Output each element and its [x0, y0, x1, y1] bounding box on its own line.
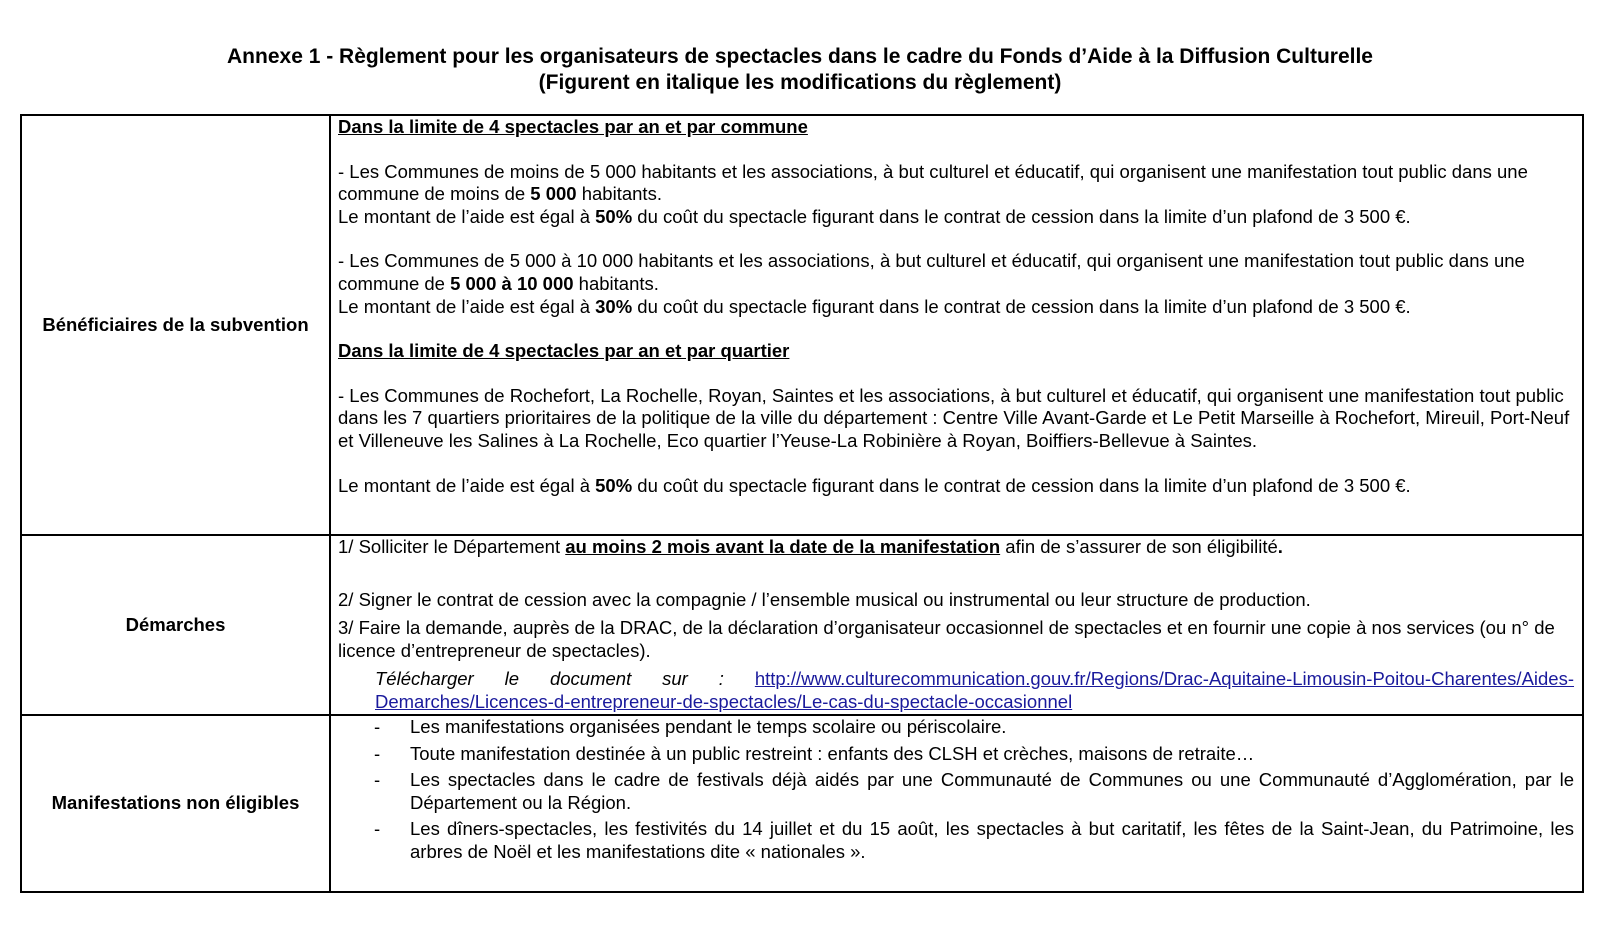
row-content-demarches [330, 535, 1583, 715]
montant-30-commune: Le montant de l’aide est égal à 30% du coût du spectacle figurant dans le contrat de cession dans la limite d’un plafond de 3 500 €. [338, 295, 1411, 317]
title-line-2: (Figurent en italique les modifications du règlement) [538, 71, 1062, 94]
montant-50-quartier: Le montant de l’aide est égal à 50% du coût du spectacle figurant dans le contrat de cession dans la limite d’un plafond de 3 500 €. [338, 474, 1411, 496]
title-line-1: Annexe 1 - Règlement pour les organisateurs de spectacles dans le cadre du Fonds d’Aide à la Diffusion Culturelle [227, 45, 1373, 68]
demarche-step-2: 2/ Signer le contrat de cession avec la compagnie / l’ensemble musical ou instrumental ou leur structure de production. [338, 588, 1311, 610]
heading-par-commune: Dans la limite de 4 spectacles par an et par commune [338, 116, 808, 137]
row-content-beneficiaires [330, 115, 1583, 535]
paragraph-5000-10000: - Les Communes de 5 000 à 10 000 habitants et les associations, à but culturel et éducatif, qui organisent une manifestation tout public dans une commune de 5 000 à 10 000 habitants. [338, 250, 1525, 294]
row-label-demarches: Démarches [21, 535, 330, 715]
download-label: Télécharger le document sur : [375, 668, 724, 690]
row-label-non-eligibles: Manifestations non éligibles [21, 715, 330, 892]
row-label-beneficiaires: Bénéficiaires de la subvention [21, 115, 330, 535]
montant-50-commune: Le montant de l’aide est égal à 50% du coût du spectacle figurant dans le contrat de cession dans la limite d’un plafond de 3 500 €. [338, 205, 1411, 227]
download-line [338, 668, 1574, 713]
list-item: - Les manifestations organisées pendant le temps scolaire ou périscolaire. [374, 716, 1007, 737]
demarche-step-3: 3/ Faire la demande, auprès de la DRAC, de la déclaration d’organisateur occasionnel de spectacles et en fournir une copie à nos services (ou n° de licence d’entrepreneur de spectacles). [338, 617, 1555, 661]
paragraph-moins-5000: - Les Communes de moins de 5 000 habitants et les associations, à but culturel et éducatif, qui organisent une manifestation tout public dans une commune de moins de 5 000 habitants. [338, 160, 1528, 205]
non-eligible-list [338, 716, 1574, 864]
table-row-beneficiaires [21, 115, 1583, 535]
list-item: - Les spectacles dans le cadre de festivals déjà aidés par une Communauté de Communes ou une Communauté d’Agglomération, par le Département ou la Région. [374, 769, 1574, 813]
reglement-table [20, 114, 1584, 893]
list-item: - Toute manifestation destinée à un public restreint : enfants des CLSH et crèches, maisons de retraite… [374, 742, 1255, 764]
drac-download-link[interactable]: http://www.culturecommunication.gouv.fr/Regions/Drac-Aquitaine-Limousin-Poitou-Charentes/Aides-Demarches/Licences-d-entrepreneur-de-spectacles/Le-cas-du-spectacle-occasionnel [375, 668, 1575, 712]
document-title [0, 44, 1600, 96]
paragraph-quartiers: - Les Communes de Rochefort, La Rochelle, Royan, Saintes et les associations, à but culturel et éducatif, qui organisent une manifestation tout public dans les 7 quartiers prioritaires de la politique de la ville du département : Centre Ville Avant-Garde et Le Petit Marseille à Rochefort, Mireuil, Port-Neuf et Villeneuve les Salines à La Rochelle, Eco quartier l’Yeuse-La Robinière à Royan, Boiffiers-Bellevue à Saintes. [338, 384, 1570, 451]
table-row-non-eligibles [21, 715, 1583, 892]
row-content-non-eligibles [330, 715, 1583, 892]
heading-par-quartier: Dans la limite de 4 spectacles par an et par quartier [338, 340, 790, 362]
demarche-step-1: 1/ Solliciter le Département au moins 2 mois avant la date de la manifestation afin de s’assurer de son éligibilité. [338, 536, 1283, 557]
table-row-demarches [21, 535, 1583, 715]
list-item: - Les dîners-spectacles, les festivités du 14 juillet et du 15 août, les spectacles à but caritatif, les fêtes de la Saint-Jean, du Patrimoine, les arbres de Noël et les manifestations dite « nationales ». [374, 818, 1574, 862]
